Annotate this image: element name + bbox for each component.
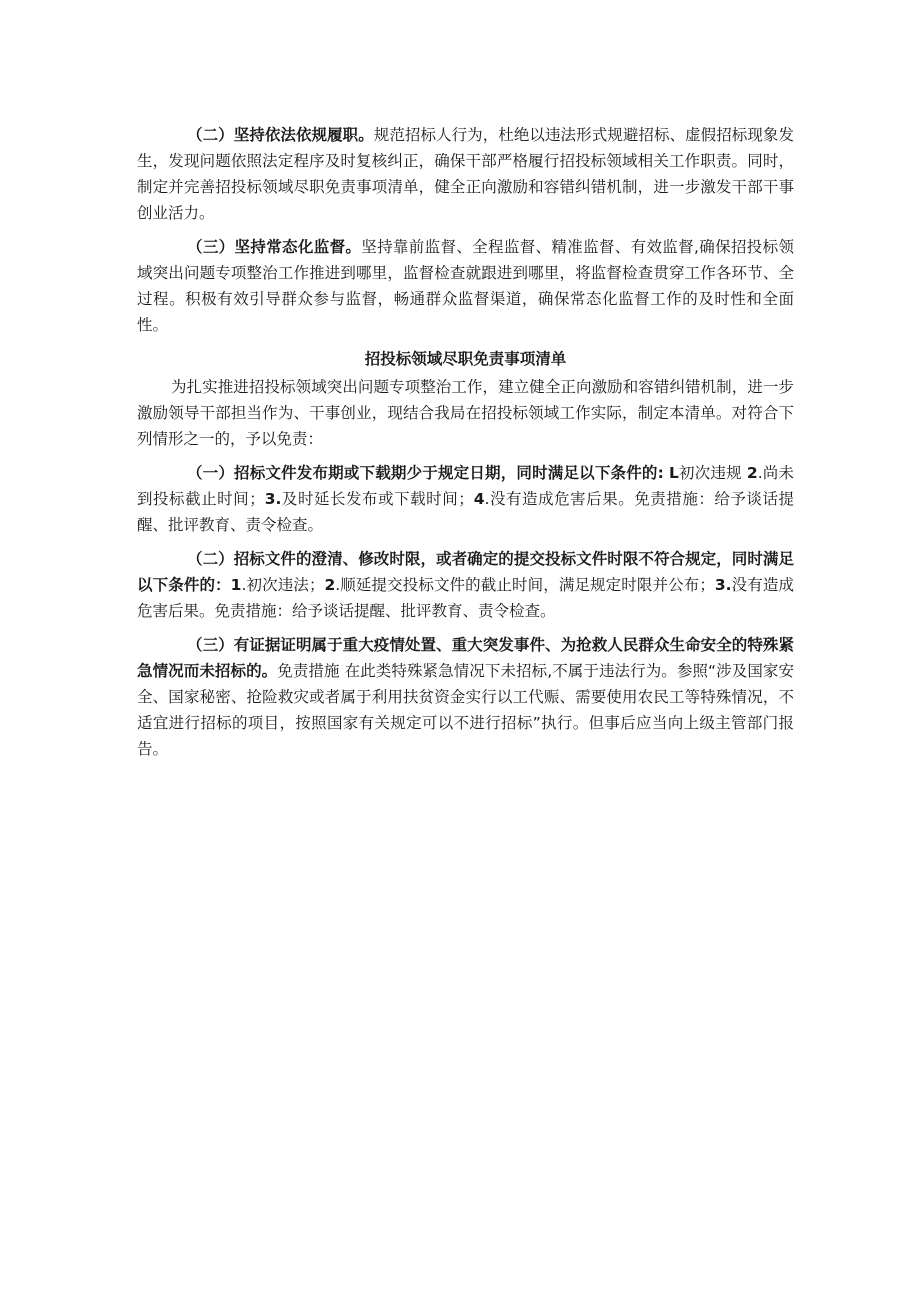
item-number: 3. bbox=[264, 490, 282, 508]
item-text: .尚未到投标截止时间； bbox=[137, 464, 794, 508]
paragraph-text: 为扎实推进招投标领域突出问题专项整治工作，建立健全正向激励和容错纠错机制，进一步激励领导干部担当作为、干事创业，现结合我局在招投标领域工作实际，制定本清单。对符合下列情形之一的，予以免责： bbox=[137, 378, 794, 448]
item-text: .初次违法； bbox=[241, 576, 325, 594]
paragraph-text: 免责措施 在此类特殊紧急情况下未招标,不属于违法行为。参照“涉及国家安全、国家秘密、抢险救灾或者属于利用扶贫资金实行以工代赈、需要使用农民工等特殊情况，不适宜进行招标的项目，按照国家有关规定可以不进行招标”执行。但事后应当向上级主管部门报告。 bbox=[137, 662, 794, 758]
paragraph-heading: （一）招标文件发布期或下载期少于规定日期，同时满足以下条件的: bbox=[187, 464, 664, 482]
paragraph-heading: （二）坚持依法依规履职。 bbox=[187, 126, 374, 144]
item-text: .没有造成危害后果。免责措施：给予谈话提醒、批评教育、责令检查。 bbox=[137, 490, 794, 534]
paragraph-heading: （三）坚持常态化监督。 bbox=[187, 238, 362, 256]
item-text: .顺延提交投标文件的截止时间，满足规定时限并公布； bbox=[335, 576, 715, 594]
item-number: 2 bbox=[324, 576, 336, 594]
paragraph-heading: （二）招标文件的澄清、修改时限，或者确定的提交投标文件时限不符合规定，同时满足以下条件的： bbox=[137, 550, 794, 594]
item-number: 1 bbox=[230, 576, 242, 594]
paragraph-item-2 bbox=[137, 546, 794, 624]
paragraph-item-3 bbox=[137, 632, 794, 762]
paragraph-item-1 bbox=[137, 460, 794, 538]
section-title: 招投标领域尽职免责事项清单 bbox=[364, 350, 567, 368]
paragraph-compliance bbox=[137, 122, 794, 226]
paragraph-supervision bbox=[137, 234, 794, 338]
paragraph-text: 规范招标人行为，杜绝以违法形式规避招标、虚假招标现象发生，发现问题依照法定程序及时复核纠正，确保干部严格履行招投标领域相关工作职责。同时，制定并完善招投标领域尽职免责事项清单，健全正向激励和容错纠错机制，进一步激发干部干事创业活力。 bbox=[137, 126, 794, 222]
item-number: 3. bbox=[714, 576, 732, 594]
item-text: 及时延长发布或下载时间； bbox=[281, 490, 474, 508]
item-number: 4 bbox=[473, 490, 485, 508]
paragraph-intro bbox=[137, 374, 794, 452]
paragraph-heading: （三）有证据证明属于重大疫情处置、重大突发事件、为抢救人民群众生命安全的特殊紧急情况而未招标的。 bbox=[137, 636, 794, 680]
item-number: 2 bbox=[746, 464, 758, 482]
item-text: 初次违规 bbox=[678, 464, 742, 482]
document-body bbox=[137, 122, 794, 762]
paragraph-text: 坚持靠前监督、全程监督、精准监督、有效监督,确保招投标领域突出问题专项整治工作推进到哪里，监督检查就跟进到哪里，将监督检查贯穿工作各环节、全过程。积极有效引导群众参与监督，畅通群众监督渠道，确保常态化监督工作的及时性和全面性。 bbox=[137, 238, 794, 334]
item-number: L bbox=[668, 464, 679, 482]
item-text: 没有造成危害后果。免责措施：给予谈话提醒、批评教育、责令检查。 bbox=[137, 576, 794, 620]
